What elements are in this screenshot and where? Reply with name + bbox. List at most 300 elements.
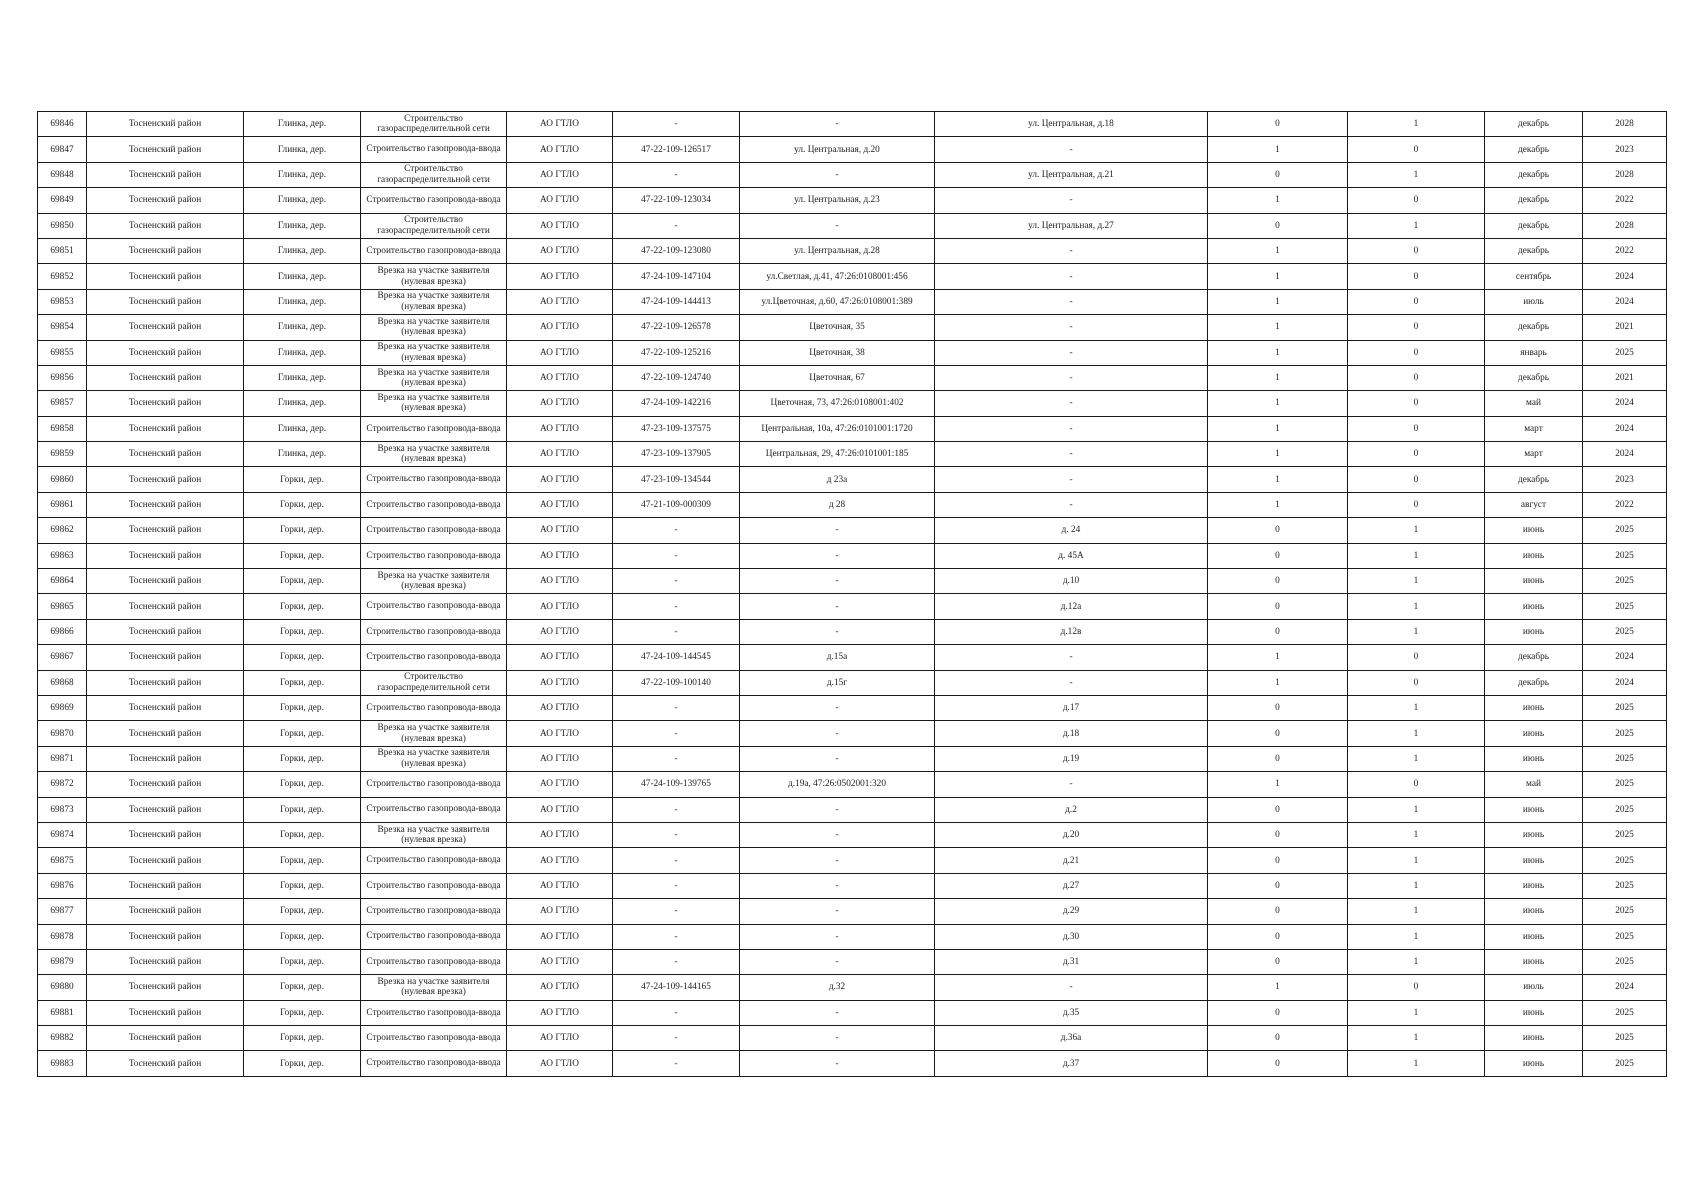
id-cell: 69870 xyxy=(38,721,87,746)
address-cell: д.15г xyxy=(740,670,935,695)
locality-cell: Глинка, дер. xyxy=(244,442,361,467)
work-type-cell: Врезка на участке заявителя (нулевая врезка) xyxy=(361,391,507,416)
address-cell: - xyxy=(740,746,935,771)
district-cell: Тосненский район xyxy=(87,873,244,898)
contract-number-cell: - xyxy=(613,949,740,974)
work-type-cell: Строительство газораспределительной сети xyxy=(361,162,507,187)
month-cell: июнь xyxy=(1485,695,1583,720)
org-cell: АО ГТЛО xyxy=(507,1026,613,1051)
count-a-cell: 1 xyxy=(1208,340,1348,365)
year-cell: 2025 xyxy=(1583,695,1667,720)
work-type-cell: Врезка на участке заявителя (нулевая врезка) xyxy=(361,289,507,314)
district-cell: Тосненский район xyxy=(87,365,244,390)
district-cell: Тосненский район xyxy=(87,772,244,797)
year-cell: 2021 xyxy=(1583,315,1667,340)
month-cell: январь xyxy=(1485,340,1583,365)
year-cell: 2022 xyxy=(1583,238,1667,263)
id-cell: 69846 xyxy=(38,112,87,137)
year-cell: 2028 xyxy=(1583,112,1667,137)
address-planned-cell: д.2 xyxy=(935,797,1208,822)
locality-cell: Горки, дер. xyxy=(244,822,361,847)
count-b-cell: 1 xyxy=(1348,949,1485,974)
district-cell: Тосненский район xyxy=(87,238,244,263)
month-cell: декабрь xyxy=(1485,467,1583,492)
table-row xyxy=(38,213,1667,238)
address-cell: - xyxy=(740,822,935,847)
locality-cell: Горки, дер. xyxy=(244,797,361,822)
month-cell: июнь xyxy=(1485,1026,1583,1051)
work-type-cell: Строительство газопровода-ввода xyxy=(361,543,507,568)
id-cell: 69865 xyxy=(38,594,87,619)
address-cell: д.19а, 47:26:0502001:320 xyxy=(740,772,935,797)
district-cell: Тосненский район xyxy=(87,518,244,543)
district-cell: Тосненский район xyxy=(87,442,244,467)
org-cell: АО ГТЛО xyxy=(507,949,613,974)
id-cell: 69864 xyxy=(38,569,87,594)
org-cell: АО ГТЛО xyxy=(507,289,613,314)
count-a-cell: 0 xyxy=(1208,1051,1348,1076)
locality-cell: Горки, дер. xyxy=(244,899,361,924)
count-b-cell: 0 xyxy=(1348,645,1485,670)
contract-number-cell: 47-24-109-144545 xyxy=(613,645,740,670)
year-cell: 2023 xyxy=(1583,137,1667,162)
work-type-cell: Врезка на участке заявителя (нулевая врезка) xyxy=(361,315,507,340)
count-a-cell: 0 xyxy=(1208,594,1348,619)
work-type-cell: Строительство газопровода-ввода xyxy=(361,619,507,644)
id-cell: 69874 xyxy=(38,822,87,847)
address-planned-cell: - xyxy=(935,137,1208,162)
table-row xyxy=(38,848,1667,873)
id-cell: 69883 xyxy=(38,1051,87,1076)
locality-cell: Горки, дер. xyxy=(244,670,361,695)
contract-number-cell: 47-22-109-124740 xyxy=(613,365,740,390)
contract-number-cell: 47-22-109-126578 xyxy=(613,315,740,340)
work-type-cell: Строительство газопровода-ввода xyxy=(361,924,507,949)
contract-number-cell: 47-24-109-139765 xyxy=(613,772,740,797)
count-a-cell: 0 xyxy=(1208,162,1348,187)
org-cell: АО ГТЛО xyxy=(507,416,613,441)
address-cell: - xyxy=(740,162,935,187)
id-cell: 69880 xyxy=(38,975,87,1000)
district-cell: Тосненский район xyxy=(87,492,244,517)
table-row xyxy=(38,238,1667,263)
month-cell: июнь xyxy=(1485,822,1583,847)
id-cell: 69857 xyxy=(38,391,87,416)
org-cell: АО ГТЛО xyxy=(507,442,613,467)
count-a-cell: 1 xyxy=(1208,975,1348,1000)
contract-number-cell: - xyxy=(613,873,740,898)
id-cell: 69876 xyxy=(38,873,87,898)
address-cell: - xyxy=(740,112,935,137)
org-cell: АО ГТЛО xyxy=(507,619,613,644)
address-planned-cell: д.20 xyxy=(935,822,1208,847)
year-cell: 2025 xyxy=(1583,746,1667,771)
count-b-cell: 0 xyxy=(1348,492,1485,517)
count-a-cell: 0 xyxy=(1208,569,1348,594)
org-cell: АО ГТЛО xyxy=(507,238,613,263)
org-cell: АО ГТЛО xyxy=(507,213,613,238)
address-planned-cell: д.10 xyxy=(935,569,1208,594)
address-cell: - xyxy=(740,848,935,873)
locality-cell: Глинка, дер. xyxy=(244,315,361,340)
table-row xyxy=(38,645,1667,670)
month-cell: июнь xyxy=(1485,721,1583,746)
month-cell: декабрь xyxy=(1485,213,1583,238)
org-cell: АО ГТЛО xyxy=(507,975,613,1000)
month-cell: июль xyxy=(1485,975,1583,1000)
month-cell: декабрь xyxy=(1485,670,1583,695)
id-cell: 69868 xyxy=(38,670,87,695)
address-cell: - xyxy=(740,543,935,568)
work-type-cell: Врезка на участке заявителя (нулевая врезка) xyxy=(361,340,507,365)
count-a-cell: 0 xyxy=(1208,721,1348,746)
month-cell: декабрь xyxy=(1485,315,1583,340)
year-cell: 2024 xyxy=(1583,442,1667,467)
id-cell: 69850 xyxy=(38,213,87,238)
table-row xyxy=(38,365,1667,390)
address-cell: - xyxy=(740,518,935,543)
year-cell: 2025 xyxy=(1583,848,1667,873)
org-cell: АО ГТЛО xyxy=(507,467,613,492)
count-b-cell: 1 xyxy=(1348,162,1485,187)
id-cell: 69866 xyxy=(38,619,87,644)
contract-number-cell: - xyxy=(613,695,740,720)
count-b-cell: 0 xyxy=(1348,238,1485,263)
month-cell: декабрь xyxy=(1485,365,1583,390)
work-type-cell: Строительство газопровода-ввода xyxy=(361,594,507,619)
work-type-cell: Строительство газопровода-ввода xyxy=(361,695,507,720)
district-cell: Тосненский район xyxy=(87,695,244,720)
table-row xyxy=(38,619,1667,644)
contract-number-cell: - xyxy=(613,594,740,619)
count-b-cell: 1 xyxy=(1348,746,1485,771)
month-cell: июль xyxy=(1485,289,1583,314)
table-row xyxy=(38,467,1667,492)
count-b-cell: 1 xyxy=(1348,543,1485,568)
work-type-cell: Строительство газопровода-ввода xyxy=(361,645,507,670)
work-type-cell: Врезка на участке заявителя (нулевая врезка) xyxy=(361,264,507,289)
month-cell: декабрь xyxy=(1485,162,1583,187)
district-cell: Тосненский район xyxy=(87,112,244,137)
district-cell: Тосненский район xyxy=(87,746,244,771)
locality-cell: Горки, дер. xyxy=(244,492,361,517)
count-a-cell: 0 xyxy=(1208,213,1348,238)
count-b-cell: 0 xyxy=(1348,264,1485,289)
id-cell: 69877 xyxy=(38,899,87,924)
id-cell: 69863 xyxy=(38,543,87,568)
month-cell: июнь xyxy=(1485,746,1583,771)
year-cell: 2028 xyxy=(1583,162,1667,187)
table-row xyxy=(38,822,1667,847)
month-cell: август xyxy=(1485,492,1583,517)
locality-cell: Глинка, дер. xyxy=(244,289,361,314)
contract-number-cell: - xyxy=(613,569,740,594)
address-cell: Цветочная, 67 xyxy=(740,365,935,390)
id-cell: 69872 xyxy=(38,772,87,797)
address-cell: д 28 xyxy=(740,492,935,517)
work-type-cell: Строительство газопровода-ввода xyxy=(361,137,507,162)
count-a-cell: 1 xyxy=(1208,264,1348,289)
work-type-cell: Строительство газопровода-ввода xyxy=(361,1000,507,1025)
address-planned-cell: - xyxy=(935,340,1208,365)
district-cell: Тосненский район xyxy=(87,1051,244,1076)
table-row xyxy=(38,1026,1667,1051)
count-b-cell: 1 xyxy=(1348,518,1485,543)
year-cell: 2025 xyxy=(1583,822,1667,847)
count-a-cell: 1 xyxy=(1208,467,1348,492)
count-a-cell: 1 xyxy=(1208,670,1348,695)
address-planned-cell: д.19 xyxy=(935,746,1208,771)
month-cell: май xyxy=(1485,772,1583,797)
org-cell: АО ГТЛО xyxy=(507,695,613,720)
contract-number-cell: 47-22-109-123080 xyxy=(613,238,740,263)
contract-number-cell: - xyxy=(613,162,740,187)
id-cell: 69861 xyxy=(38,492,87,517)
org-cell: АО ГТЛО xyxy=(507,365,613,390)
month-cell: июнь xyxy=(1485,797,1583,822)
address-planned-cell: - xyxy=(935,975,1208,1000)
contract-number-cell: - xyxy=(613,1051,740,1076)
address-cell: - xyxy=(740,594,935,619)
locality-cell: Горки, дер. xyxy=(244,721,361,746)
count-a-cell: 1 xyxy=(1208,645,1348,670)
address-planned-cell: д. 45А xyxy=(935,543,1208,568)
count-a-cell: 0 xyxy=(1208,619,1348,644)
locality-cell: Горки, дер. xyxy=(244,1026,361,1051)
contract-number-cell: 47-23-109-134544 xyxy=(613,467,740,492)
work-type-cell: Строительство газопровода-ввода xyxy=(361,797,507,822)
address-planned-cell: д.17 xyxy=(935,695,1208,720)
count-b-cell: 0 xyxy=(1348,188,1485,213)
address-cell: - xyxy=(740,949,935,974)
locality-cell: Глинка, дер. xyxy=(244,238,361,263)
contract-number-cell: 47-24-109-144413 xyxy=(613,289,740,314)
address-planned-cell: - xyxy=(935,238,1208,263)
table-row xyxy=(38,162,1667,187)
year-cell: 2025 xyxy=(1583,340,1667,365)
count-b-cell: 1 xyxy=(1348,797,1485,822)
month-cell: декабрь xyxy=(1485,645,1583,670)
table-row xyxy=(38,797,1667,822)
district-cell: Тосненский район xyxy=(87,213,244,238)
address-cell: - xyxy=(740,213,935,238)
locality-cell: Горки, дер. xyxy=(244,873,361,898)
district-cell: Тосненский район xyxy=(87,949,244,974)
count-b-cell: 0 xyxy=(1348,315,1485,340)
id-cell: 69879 xyxy=(38,949,87,974)
address-planned-cell: д.36а xyxy=(935,1026,1208,1051)
contract-number-cell: 47-24-109-144165 xyxy=(613,975,740,1000)
table-row xyxy=(38,924,1667,949)
org-cell: АО ГТЛО xyxy=(507,162,613,187)
address-planned-cell: ул. Центральная, д.21 xyxy=(935,162,1208,187)
id-cell: 69862 xyxy=(38,518,87,543)
year-cell: 2025 xyxy=(1583,721,1667,746)
year-cell: 2025 xyxy=(1583,619,1667,644)
year-cell: 2024 xyxy=(1583,645,1667,670)
locality-cell: Горки, дер. xyxy=(244,569,361,594)
table-row xyxy=(38,315,1667,340)
district-cell: Тосненский район xyxy=(87,162,244,187)
month-cell: март xyxy=(1485,416,1583,441)
count-b-cell: 0 xyxy=(1348,340,1485,365)
work-type-cell: Строительство газораспределительной сети xyxy=(361,112,507,137)
year-cell: 2025 xyxy=(1583,543,1667,568)
contract-number-cell: 47-22-109-100140 xyxy=(613,670,740,695)
contract-number-cell: - xyxy=(613,213,740,238)
contract-number-cell: - xyxy=(613,924,740,949)
address-cell: Цветочная, 38 xyxy=(740,340,935,365)
id-cell: 69878 xyxy=(38,924,87,949)
count-b-cell: 0 xyxy=(1348,772,1485,797)
org-cell: АО ГТЛО xyxy=(507,594,613,619)
count-b-cell: 1 xyxy=(1348,213,1485,238)
address-cell: - xyxy=(740,873,935,898)
org-cell: АО ГТЛО xyxy=(507,822,613,847)
locality-cell: Глинка, дер. xyxy=(244,264,361,289)
address-cell: д.15а xyxy=(740,645,935,670)
count-b-cell: 1 xyxy=(1348,848,1485,873)
address-cell: - xyxy=(740,1026,935,1051)
year-cell: 2025 xyxy=(1583,569,1667,594)
org-cell: АО ГТЛО xyxy=(507,492,613,517)
address-cell: - xyxy=(740,797,935,822)
district-cell: Тосненский район xyxy=(87,467,244,492)
address-cell: д.32 xyxy=(740,975,935,1000)
locality-cell: Глинка, дер. xyxy=(244,391,361,416)
id-cell: 69858 xyxy=(38,416,87,441)
locality-cell: Глинка, дер. xyxy=(244,188,361,213)
count-a-cell: 0 xyxy=(1208,112,1348,137)
month-cell: декабрь xyxy=(1485,112,1583,137)
count-b-cell: 1 xyxy=(1348,695,1485,720)
contract-number-cell: - xyxy=(613,543,740,568)
count-a-cell: 1 xyxy=(1208,442,1348,467)
count-a-cell: 1 xyxy=(1208,416,1348,441)
count-a-cell: 1 xyxy=(1208,365,1348,390)
month-cell: сентябрь xyxy=(1485,264,1583,289)
count-b-cell: 0 xyxy=(1348,442,1485,467)
locality-cell: Горки, дер. xyxy=(244,924,361,949)
table-row xyxy=(38,1000,1667,1025)
month-cell: июнь xyxy=(1485,619,1583,644)
table-row xyxy=(38,416,1667,441)
org-cell: АО ГТЛО xyxy=(507,670,613,695)
locality-cell: Горки, дер. xyxy=(244,975,361,1000)
locality-cell: Горки, дер. xyxy=(244,518,361,543)
year-cell: 2024 xyxy=(1583,670,1667,695)
address-planned-cell: д.18 xyxy=(935,721,1208,746)
locality-cell: Горки, дер. xyxy=(244,746,361,771)
year-cell: 2024 xyxy=(1583,975,1667,1000)
address-planned-cell: - xyxy=(935,670,1208,695)
address-cell: - xyxy=(740,924,935,949)
locality-cell: Горки, дер. xyxy=(244,543,361,568)
table-row xyxy=(38,188,1667,213)
id-cell: 69854 xyxy=(38,315,87,340)
count-b-cell: 0 xyxy=(1348,416,1485,441)
district-cell: Тосненский район xyxy=(87,899,244,924)
work-type-cell: Строительство газопровода-ввода xyxy=(361,949,507,974)
year-cell: 2025 xyxy=(1583,899,1667,924)
address-planned-cell: д.35 xyxy=(935,1000,1208,1025)
address-cell: ул.Светлая, д.41, 47:26:0108001:456 xyxy=(740,264,935,289)
table-body xyxy=(38,112,1667,1077)
contract-number-cell: 47-21-109-000309 xyxy=(613,492,740,517)
count-a-cell: 1 xyxy=(1208,238,1348,263)
work-type-cell: Врезка на участке заявителя (нулевая врезка) xyxy=(361,365,507,390)
contract-number-cell: 47-23-109-137575 xyxy=(613,416,740,441)
address-cell: Центральная, 10а, 47:26:0101001:1720 xyxy=(740,416,935,441)
work-type-cell: Врезка на участке заявителя (нулевая врезка) xyxy=(361,746,507,771)
month-cell: декабрь xyxy=(1485,137,1583,162)
count-a-cell: 1 xyxy=(1208,492,1348,517)
count-a-cell: 0 xyxy=(1208,873,1348,898)
count-b-cell: 1 xyxy=(1348,924,1485,949)
locality-cell: Горки, дер. xyxy=(244,645,361,670)
count-b-cell: 0 xyxy=(1348,391,1485,416)
table-row xyxy=(38,112,1667,137)
count-a-cell: 1 xyxy=(1208,772,1348,797)
count-b-cell: 1 xyxy=(1348,1000,1485,1025)
table-row xyxy=(38,137,1667,162)
work-type-cell: Строительство газопровода-ввода xyxy=(361,1026,507,1051)
year-cell: 2024 xyxy=(1583,289,1667,314)
contract-number-cell: - xyxy=(613,112,740,137)
count-b-cell: 1 xyxy=(1348,594,1485,619)
locality-cell: Глинка, дер. xyxy=(244,137,361,162)
work-type-cell: Врезка на участке заявителя (нулевая врезка) xyxy=(361,721,507,746)
id-cell: 69875 xyxy=(38,848,87,873)
count-a-cell: 0 xyxy=(1208,899,1348,924)
month-cell: июнь xyxy=(1485,949,1583,974)
count-a-cell: 0 xyxy=(1208,746,1348,771)
work-type-cell: Строительство газораспределительной сети xyxy=(361,670,507,695)
work-type-cell: Строительство газопровода-ввода xyxy=(361,492,507,517)
district-cell: Тосненский район xyxy=(87,137,244,162)
count-a-cell: 0 xyxy=(1208,695,1348,720)
district-cell: Тосненский район xyxy=(87,391,244,416)
locality-cell: Горки, дер. xyxy=(244,467,361,492)
district-cell: Тосненский район xyxy=(87,975,244,1000)
address-planned-cell: - xyxy=(935,315,1208,340)
year-cell: 2025 xyxy=(1583,518,1667,543)
year-cell: 2025 xyxy=(1583,1000,1667,1025)
id-cell: 69871 xyxy=(38,746,87,771)
address-planned-cell: - xyxy=(935,772,1208,797)
count-a-cell: 1 xyxy=(1208,289,1348,314)
id-cell: 69853 xyxy=(38,289,87,314)
contract-number-cell: - xyxy=(613,848,740,873)
work-type-cell: Строительство газопровода-ввода xyxy=(361,772,507,797)
org-cell: АО ГТЛО xyxy=(507,137,613,162)
work-type-cell: Врезка на участке заявителя (нулевая врезка) xyxy=(361,975,507,1000)
org-cell: АО ГТЛО xyxy=(507,645,613,670)
table-row xyxy=(38,391,1667,416)
table-row xyxy=(38,721,1667,746)
year-cell: 2028 xyxy=(1583,213,1667,238)
id-cell: 69881 xyxy=(38,1000,87,1025)
district-cell: Тосненский район xyxy=(87,264,244,289)
work-type-cell: Строительство газопровода-ввода xyxy=(361,1051,507,1076)
address-planned-cell: ул. Центральная, д.18 xyxy=(935,112,1208,137)
month-cell: декабрь xyxy=(1485,188,1583,213)
id-cell: 69847 xyxy=(38,137,87,162)
contract-number-cell: 47-22-109-123034 xyxy=(613,188,740,213)
year-cell: 2025 xyxy=(1583,594,1667,619)
address-planned-cell: д.12а xyxy=(935,594,1208,619)
year-cell: 2023 xyxy=(1583,467,1667,492)
